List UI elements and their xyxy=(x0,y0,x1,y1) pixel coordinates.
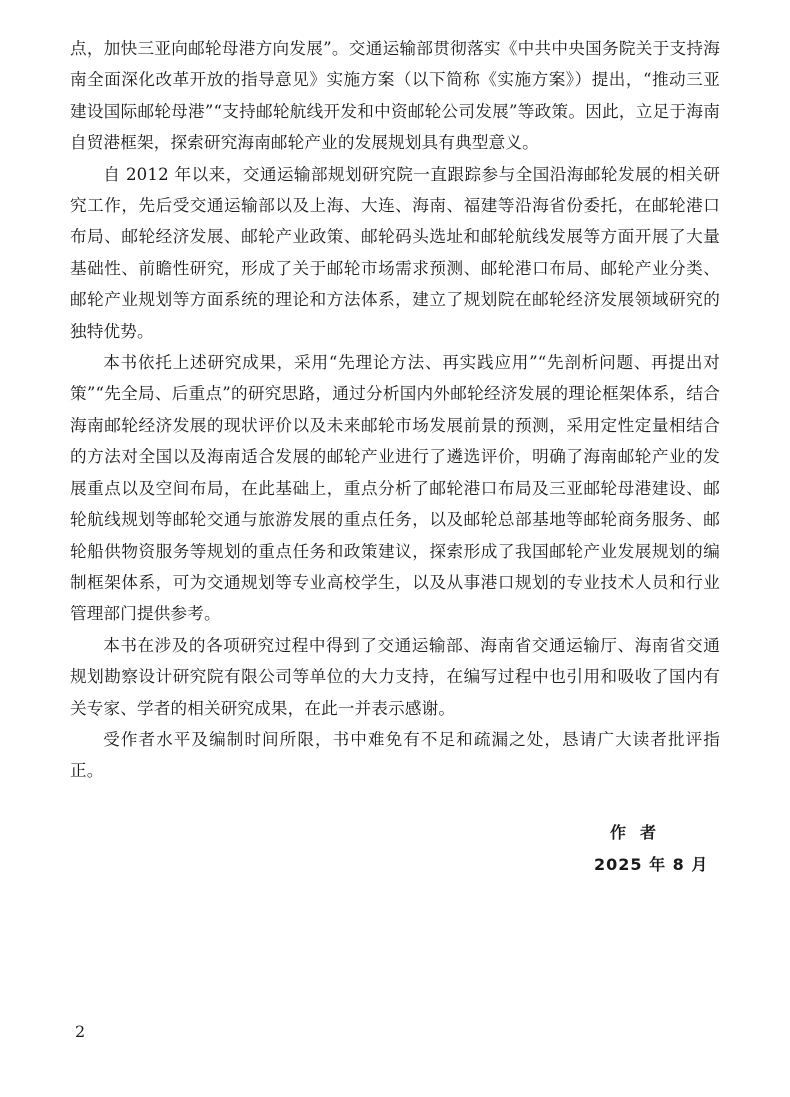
paragraph-continuation: 点，加快三亚向邮轮母港方向发展”。交通运输部贯彻落实《中共中央国务院关于支持海南全面深化改革开放的指导意见》实施方案（以下简称《实施方案》）提出，“推动三亚建设国际邮轮母港”“支持邮轮航线开发和中资邮轮公司发展”等政策。因此，立足于海南自贸港框架，探索研究海南邮轮产业的发展规划具有典型意义。 xyxy=(70,39,720,153)
page-number: 2 xyxy=(75,1022,86,1041)
signature-date: 2025 年 8 月 xyxy=(594,855,709,874)
paragraph-disclaimer: 受作者水平及编制时间所限，书中难免有不足和疏漏之处，恳请广大读者批评指正。 xyxy=(70,729,720,781)
paragraph-acknowledgements: 本书在涉及的各项研究过程中得到了交通运输部、海南省交通运输厅、海南省交通规划勘察设计研究院有限公司等单位的大力支持，在编写过程中也引用和吸收了国内有关专家、学者的相关研究成果，在此一并表示感谢。 xyxy=(70,635,720,718)
body-text xyxy=(70,33,720,787)
paragraph-book-overview: 本书依托上述研究成果，采用“先理论方法、再实践应用”“先剖析问题、再提出对策”“先全局、后重点”的研究思路，通过分析国内外邮轮经济发展的理论框架体系，结合海南邮轮经济发展的现状评价以及未来邮轮市场发展前景的预测，采用定性定量相结合的方法对全国以及海南适合发展的邮轮产业进行了遴选评价，明确了海南邮轮产业的发展重点以及空间布局，在此基础上，重点分析了邮轮港口布局及三亚邮轮母港建设、邮轮航线规划等邮轮交通与旅游发展的重点任务，以及邮轮总部基地等邮轮商务服务、邮轮船供物资服务等规划的重点任务和政策建议，探索形成了我国邮轮产业发展规划的编制框架体系，可为交通规划等专业高校学生，以及从事港口规划的专业技术人员和行业管理部门提供参考。 xyxy=(70,353,720,624)
paragraph-research-background: 自 2012 年以来，交通运输部规划研究院一直跟踪参与全国沿海邮轮发展的相关研究工作，先后受交通运输部以及上海、大连、海南、福建等沿海省份委托，在邮轮港口布局、邮轮经济发展、邮轮产业政策、邮轮码头选址和邮轮航线发展等方面开展了大量基础性、前瞻性研究，形成了关于邮轮市场需求预测、邮轮港口布局、邮轮产业分类、邮轮产业规划等方面系统的理论和方法体系，建立了规划院在邮轮经济发展领域研究的独特优势。 xyxy=(70,164,720,341)
signature-author: 作者 xyxy=(610,823,671,842)
